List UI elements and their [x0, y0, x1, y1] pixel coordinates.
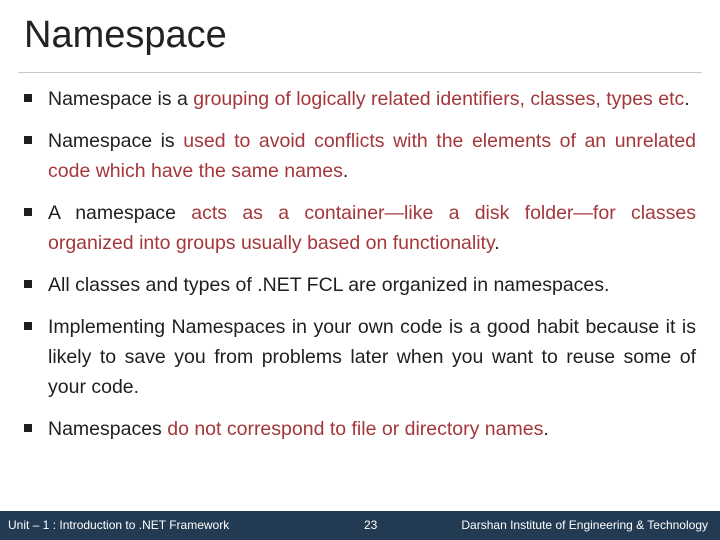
bullet-text: Implementing Namespaces in your own code is a good habit because it is likely to save you from problems later when you want to reuse some of your code. — [48, 316, 696, 398]
bullet-text: . — [684, 88, 690, 110]
bullet-text: Namespace is a — [48, 88, 194, 110]
bullet-item — [22, 414, 696, 444]
bullet-text: . — [342, 160, 349, 182]
bullet-text: All classes and types of .NET FCL are organized in namespaces. — [48, 274, 610, 296]
footer-institute-name: Darshan Institute of Engineering & Technology — [461, 518, 708, 532]
bullet-item — [22, 270, 696, 300]
slide-title: Namespace — [24, 14, 227, 56]
highlighted-text: grouping of logically related identifiers, classes, types etc — [193, 88, 685, 110]
bullet-item — [22, 312, 696, 402]
square-bullet-icon — [24, 322, 32, 330]
square-bullet-icon — [24, 280, 32, 288]
bullet-text: Namespaces — [48, 418, 168, 440]
square-bullet-icon — [24, 208, 32, 216]
title-divider — [18, 72, 702, 73]
highlighted-text: used to avoid conflicts with the elements of an unrelated code which have the same names — [48, 130, 697, 182]
highlighted-text: do not correspond to file or directory names — [167, 418, 544, 440]
bullet-item — [22, 84, 696, 114]
bullet-list — [22, 84, 696, 456]
bullet-text: Namespace is — [48, 130, 184, 152]
footer-unit-label: Unit – 1 : Introduction to .NET Framework — [8, 518, 230, 532]
bullet-item — [22, 126, 696, 186]
footer-page-number: 23 — [364, 518, 378, 532]
square-bullet-icon — [24, 424, 32, 432]
bullet-item — [22, 198, 696, 258]
highlighted-text: acts as a container—like a disk folder—for classes organized into groups usually based on functionality — [48, 202, 696, 254]
bullet-text: A namespace — [48, 202, 192, 224]
bullet-text: . — [543, 418, 549, 440]
square-bullet-icon — [24, 94, 32, 102]
footer-bar — [0, 511, 720, 540]
square-bullet-icon — [24, 136, 32, 144]
bullet-text: . — [494, 232, 500, 254]
